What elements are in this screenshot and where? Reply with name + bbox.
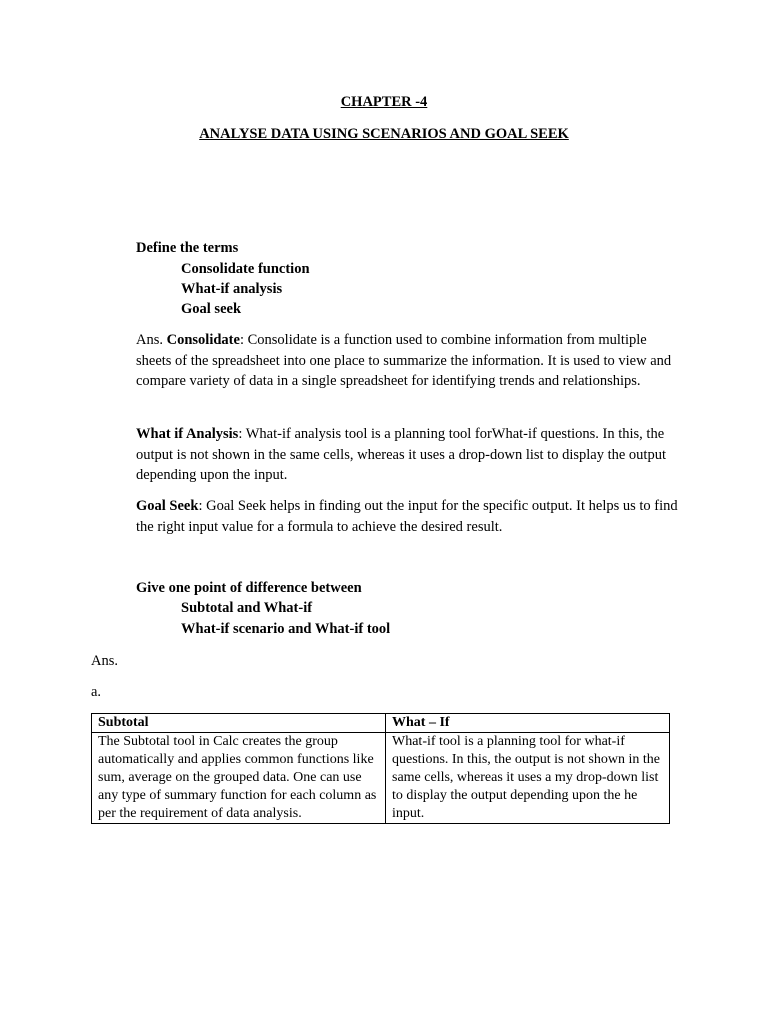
q2-item-subtotal-whatif: Subtotal and What-if (181, 600, 313, 616)
definition-consolidate: : Consolidate is a function used to combine information from multiple sheets of the spreadsheet into one place to summarize the information. It is used to view and compare variety of data in a single spreadsheet for identifying trends and relationships. (136, 332, 672, 390)
q1-item-whatif: What-if analysis (181, 281, 283, 297)
q1-item-goalseek: Goal seek (181, 301, 242, 317)
table-header-whatif: What – If (386, 714, 670, 733)
answer-consolidate (136, 330, 682, 392)
table-header-row (92, 714, 670, 733)
term-goalseek: Goal Seek (136, 498, 199, 514)
q2-ans-label: Ans. (91, 653, 118, 669)
q2-heading: Give one point of difference between (136, 580, 362, 596)
table-cell-whatif: What-if tool is a planning tool for what-if questions. In this, the output is not shown in the same cells, whereas it uses a my drop-down list to display the output depending upon the he input. (386, 733, 670, 824)
definition-goalseek: : Goal Seek helps in finding out the input for the specific output. It helps us to find the right input value for a formula to achieve the desired result. (136, 498, 678, 535)
chapter-title: CHAPTER -4 (340, 94, 428, 110)
answer-prefix: Ans. (136, 332, 167, 348)
answer-goalseek (136, 496, 682, 537)
q1-heading: Define the terms (136, 240, 239, 256)
definition-whatif: : What-if analysis tool is a planning tool forWhat-if questions. In this, the output is not shown in the same cells, whereas it uses a drop-down list to display the output depending upon the input. (136, 426, 666, 484)
q1-item-consolidate: Consolidate function (181, 261, 310, 277)
chapter-subtitle: ANALYSE DATA USING SCENARIOS AND GOAL SEEK (199, 126, 569, 142)
answer-whatif (136, 424, 682, 486)
q2-part-label: a. (91, 684, 102, 700)
term-consolidate: Consolidate (166, 332, 240, 348)
table-row (92, 733, 670, 824)
table-header-subtotal: Subtotal (92, 714, 386, 733)
table-cell-subtotal: The Subtotal tool in Calc creates the group automatically and applies common functions like sum, average on the grouped data. One can use any type of summary function for each column as per the requirement of data analysis. (92, 733, 386, 824)
q2-item-scenario-tool: What-if scenario and What-if tool (181, 621, 391, 637)
comparison-table (91, 713, 670, 824)
term-whatif: What if Analysis (136, 426, 239, 442)
